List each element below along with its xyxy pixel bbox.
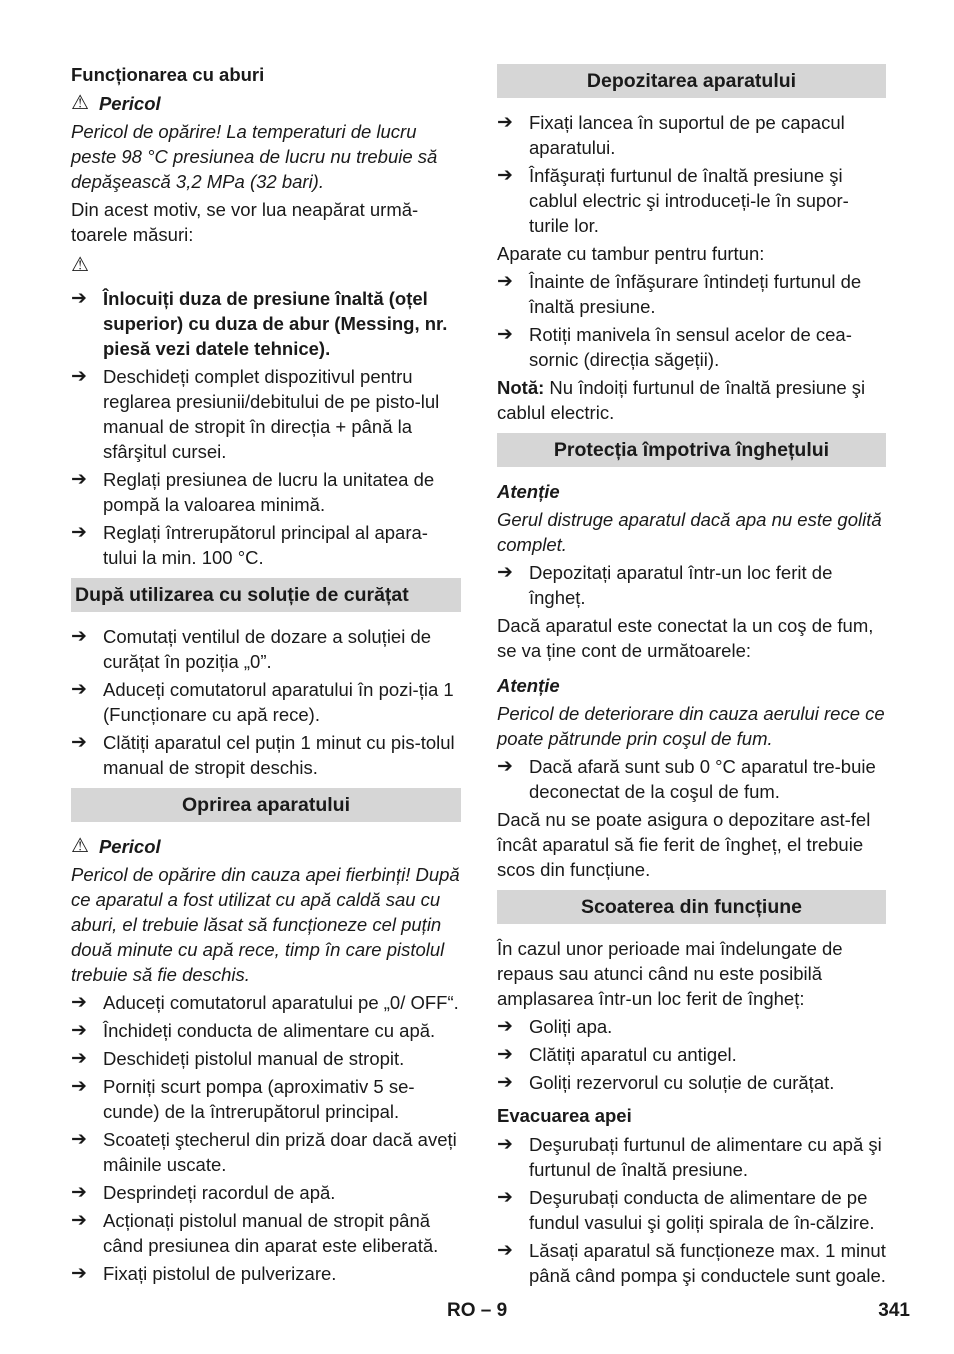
note-paragraph	[497, 375, 886, 425]
list-item: ➔ Deschideți pistolul manual de stropit.	[71, 1048, 405, 1069]
drain-bullet-list	[497, 1132, 886, 1288]
list-item: ➔ Aduceți comutatorul aparatului în pozi-ția 1 (Funcționare cu apă rece).	[71, 679, 454, 725]
after-bullet-list	[71, 624, 461, 780]
right-column	[497, 62, 886, 1291]
list-item: ➔ Deşurubați furtunul de alimentare cu apă şi furtunul de înaltă presiune.	[497, 1134, 882, 1180]
frost-bullet-list	[497, 754, 886, 804]
list-item: ➔ Depozitați aparatul într-un loc ferit de îngheț.	[497, 562, 833, 608]
list-item: ➔ Aduceți comutatorul aparatului pe „0/ OFF“.	[71, 992, 459, 1013]
list-item: ➔ Deşurubați conducta de alimentare de pe fundul vasului şi goliți spirala de în-călzire.	[497, 1187, 875, 1233]
frost-outro: Dacă nu se poate asigura o depozitare ast-fel încât aparatul să fie ferit de îngheț, el trebuie scos din funcțiune.	[497, 809, 871, 880]
arrow-right-icon: ➔	[71, 1210, 87, 1231]
danger-notice	[71, 834, 461, 859]
arrow-right-icon: ➔	[71, 1263, 87, 1284]
warning-triangle-icon: ⚠	[71, 835, 89, 857]
arrow-right-icon: ➔	[71, 1048, 87, 1069]
arrow-right-icon: ➔	[497, 1072, 513, 1093]
arrow-right-icon: ➔	[71, 732, 87, 753]
arrow-right-icon: ➔	[71, 469, 87, 490]
list-item: ➔ Înlocuiți duza de presiune înaltă (oțel superior) cu duza de abur (Messing, nr. piesă vezi datele tehnice).	[71, 288, 448, 359]
drum-bullet-list	[497, 269, 886, 372]
list-item: ➔ Clătiți aparatul cu antigel.	[497, 1044, 737, 1065]
stop-bullet-list	[71, 990, 461, 1286]
arrow-right-icon: ➔	[71, 1020, 87, 1041]
arrow-right-icon: ➔	[71, 1129, 87, 1150]
drain-title: Evacuarea apei	[497, 1105, 632, 1126]
arrow-right-icon: ➔	[497, 1187, 513, 1208]
list-item: ➔ Acționați pistolul manual de stropit până când presiunea din aparat este eliberată.	[71, 1210, 439, 1256]
list-item: ➔ Clătiți aparatul cel puțin 1 minut cu pis-tolul manual de stropit deschis.	[71, 732, 455, 778]
decommission-intro: În cazul unor perioade mai îndelungate de repaus sau atunci când nu este posibilă amplasarea într-un loc ferit de îngheț:	[497, 938, 843, 1009]
storage-bullet-list	[497, 110, 886, 238]
measures-intro: Din acest motiv, se vor lua neapărat urmă-toarele măsuri:	[71, 199, 419, 245]
arrow-right-icon: ➔	[497, 562, 513, 583]
list-item: ➔ Înfăşurați furtunul de înaltă presiune şi cablul electric şi introduceți-le în supor-turile lor.	[497, 165, 849, 236]
list-item: ➔ Lăsați aparatul să funcționeze max. 1 minut până când pompa şi conductele sunt goale.	[497, 1240, 886, 1286]
warning-triangle-icon: ⚠	[71, 92, 89, 114]
arrow-right-icon: ➔	[497, 1134, 513, 1155]
arrow-right-icon: ➔	[71, 626, 87, 647]
list-item: ➔ Reglați presiunea de lucru la unitatea de pompă la valoarea minimă.	[71, 469, 435, 515]
note-label: Notă:	[497, 377, 545, 398]
warning-standalone	[71, 253, 461, 278]
caution-text: Gerul distruge aparatul dacă apa nu este golită complet.	[497, 509, 882, 555]
arrow-right-icon: ➔	[71, 522, 87, 543]
arrow-right-icon: ➔	[497, 271, 513, 292]
steam-bullet-list	[71, 286, 461, 570]
arrow-right-icon: ➔	[497, 112, 513, 133]
caution-label: Atenție	[497, 675, 560, 696]
danger-notice	[71, 91, 461, 116]
list-item: ➔ Porniți scurt pompa (aproximativ 5 se-cunde) de la întrerupătorul principal.	[71, 1076, 415, 1122]
arrow-right-icon: ➔	[71, 992, 87, 1013]
chimney-intro: Dacă aparatul este conectat la un coş de fum, se va ține cont de următoarele:	[497, 615, 874, 661]
frost-bullet-list	[497, 560, 886, 610]
list-item: ➔ Fixați lancea în suportul de pe capacul aparatului.	[497, 112, 845, 158]
arrow-right-icon: ➔	[71, 288, 87, 309]
arrow-right-icon: ➔	[497, 756, 513, 777]
list-item: ➔ Goliți apa.	[497, 1016, 613, 1037]
list-item: ➔ Deschideți complet dispozitivul pentru reglarea presiunii/debitului de pe pisto-lul manual de stropit în direcția + până la sfârşitul cursei.	[71, 366, 440, 462]
list-item: ➔ Rotiți manivela în sensul acelor de cea-sornic (direcția săgeții).	[497, 324, 852, 370]
list-item: ➔ Goliți rezervorul cu soluție de curățat.	[497, 1072, 835, 1093]
caution-label: Atenție	[497, 481, 560, 502]
list-item: ➔ Reglați întrerupătorul principal al apara-tului la min. 100 °C.	[71, 522, 428, 568]
danger-text: Pericol de opărire! La temperaturi de lucru peste 98 °C presiunea de lucru nu trebuie să depăşească 3,2 MPa (32 bari).	[71, 121, 438, 192]
arrow-right-icon: ➔	[71, 1182, 87, 1203]
page-number: 341	[878, 1300, 910, 1321]
section-heading-stop: Oprirea aparatului	[71, 788, 461, 822]
list-item: ➔ Înainte de înfăşurare întindeți furtunul de înaltă presiune.	[497, 271, 862, 317]
drum-intro: Aparate cu tambur pentru furtun:	[497, 243, 765, 264]
arrow-right-icon: ➔	[497, 165, 513, 186]
decommission-bullet-list	[497, 1014, 886, 1095]
list-item: ➔ Fixați pistolul de pulverizare.	[71, 1263, 337, 1284]
arrow-right-icon: ➔	[497, 1016, 513, 1037]
note-text: Nu îndoiți furtunul de înaltă presiune şi cablul electric.	[497, 377, 866, 423]
section-heading-after-detergent: După utilizarea cu soluție de curățat	[71, 578, 461, 612]
arrow-right-icon: ➔	[71, 679, 87, 700]
caution-text: Pericol de deteriorare din cauza aerului rece ce poate pătrunde prin coşul de fum.	[497, 703, 885, 749]
danger-label: Pericol	[98, 836, 161, 857]
arrow-right-icon: ➔	[71, 1076, 87, 1097]
list-item: ➔ Comutați ventilul de dozare a soluției de curățat în poziția „0”.	[71, 626, 432, 672]
warning-triangle-icon: ⚠	[71, 254, 89, 276]
arrow-right-icon: ➔	[497, 324, 513, 345]
list-item: ➔ Închideți conducta de alimentare cu apă.	[71, 1020, 436, 1041]
left-column	[71, 62, 461, 1289]
danger-text: Pericol de opărire din cauza apei fierbinți! După ce aparatul a fost utilizat cu apă caldă sau cu aburi, el trebuie lăsat să funcționeze cel puțin două minute cu apă rece, timp în care pistolul trebuie să fie deschis.	[71, 864, 460, 985]
section-heading-frost: Protecția împotriva înghețului	[497, 433, 886, 467]
arrow-right-icon: ➔	[71, 366, 87, 387]
arrow-right-icon: ➔	[497, 1044, 513, 1065]
footer-section-label: RO – 9	[447, 1300, 508, 1321]
list-item: ➔ Scoateți ştecherul din priză doar dacă aveți mâinile uscate.	[71, 1129, 457, 1175]
arrow-right-icon: ➔	[497, 1240, 513, 1261]
danger-label: Pericol	[98, 93, 161, 114]
section-heading-storage: Depozitarea aparatului	[497, 64, 886, 98]
steam-operation-title: Funcționarea cu aburi	[71, 64, 265, 85]
list-item: ➔ Desprindeți racordul de apă.	[71, 1182, 336, 1203]
list-item: ➔ Dacă afară sunt sub 0 °C aparatul tre-buie deconectat de la coşul de fum.	[497, 756, 876, 802]
section-heading-decommission: Scoaterea din funcțiune	[497, 890, 886, 924]
